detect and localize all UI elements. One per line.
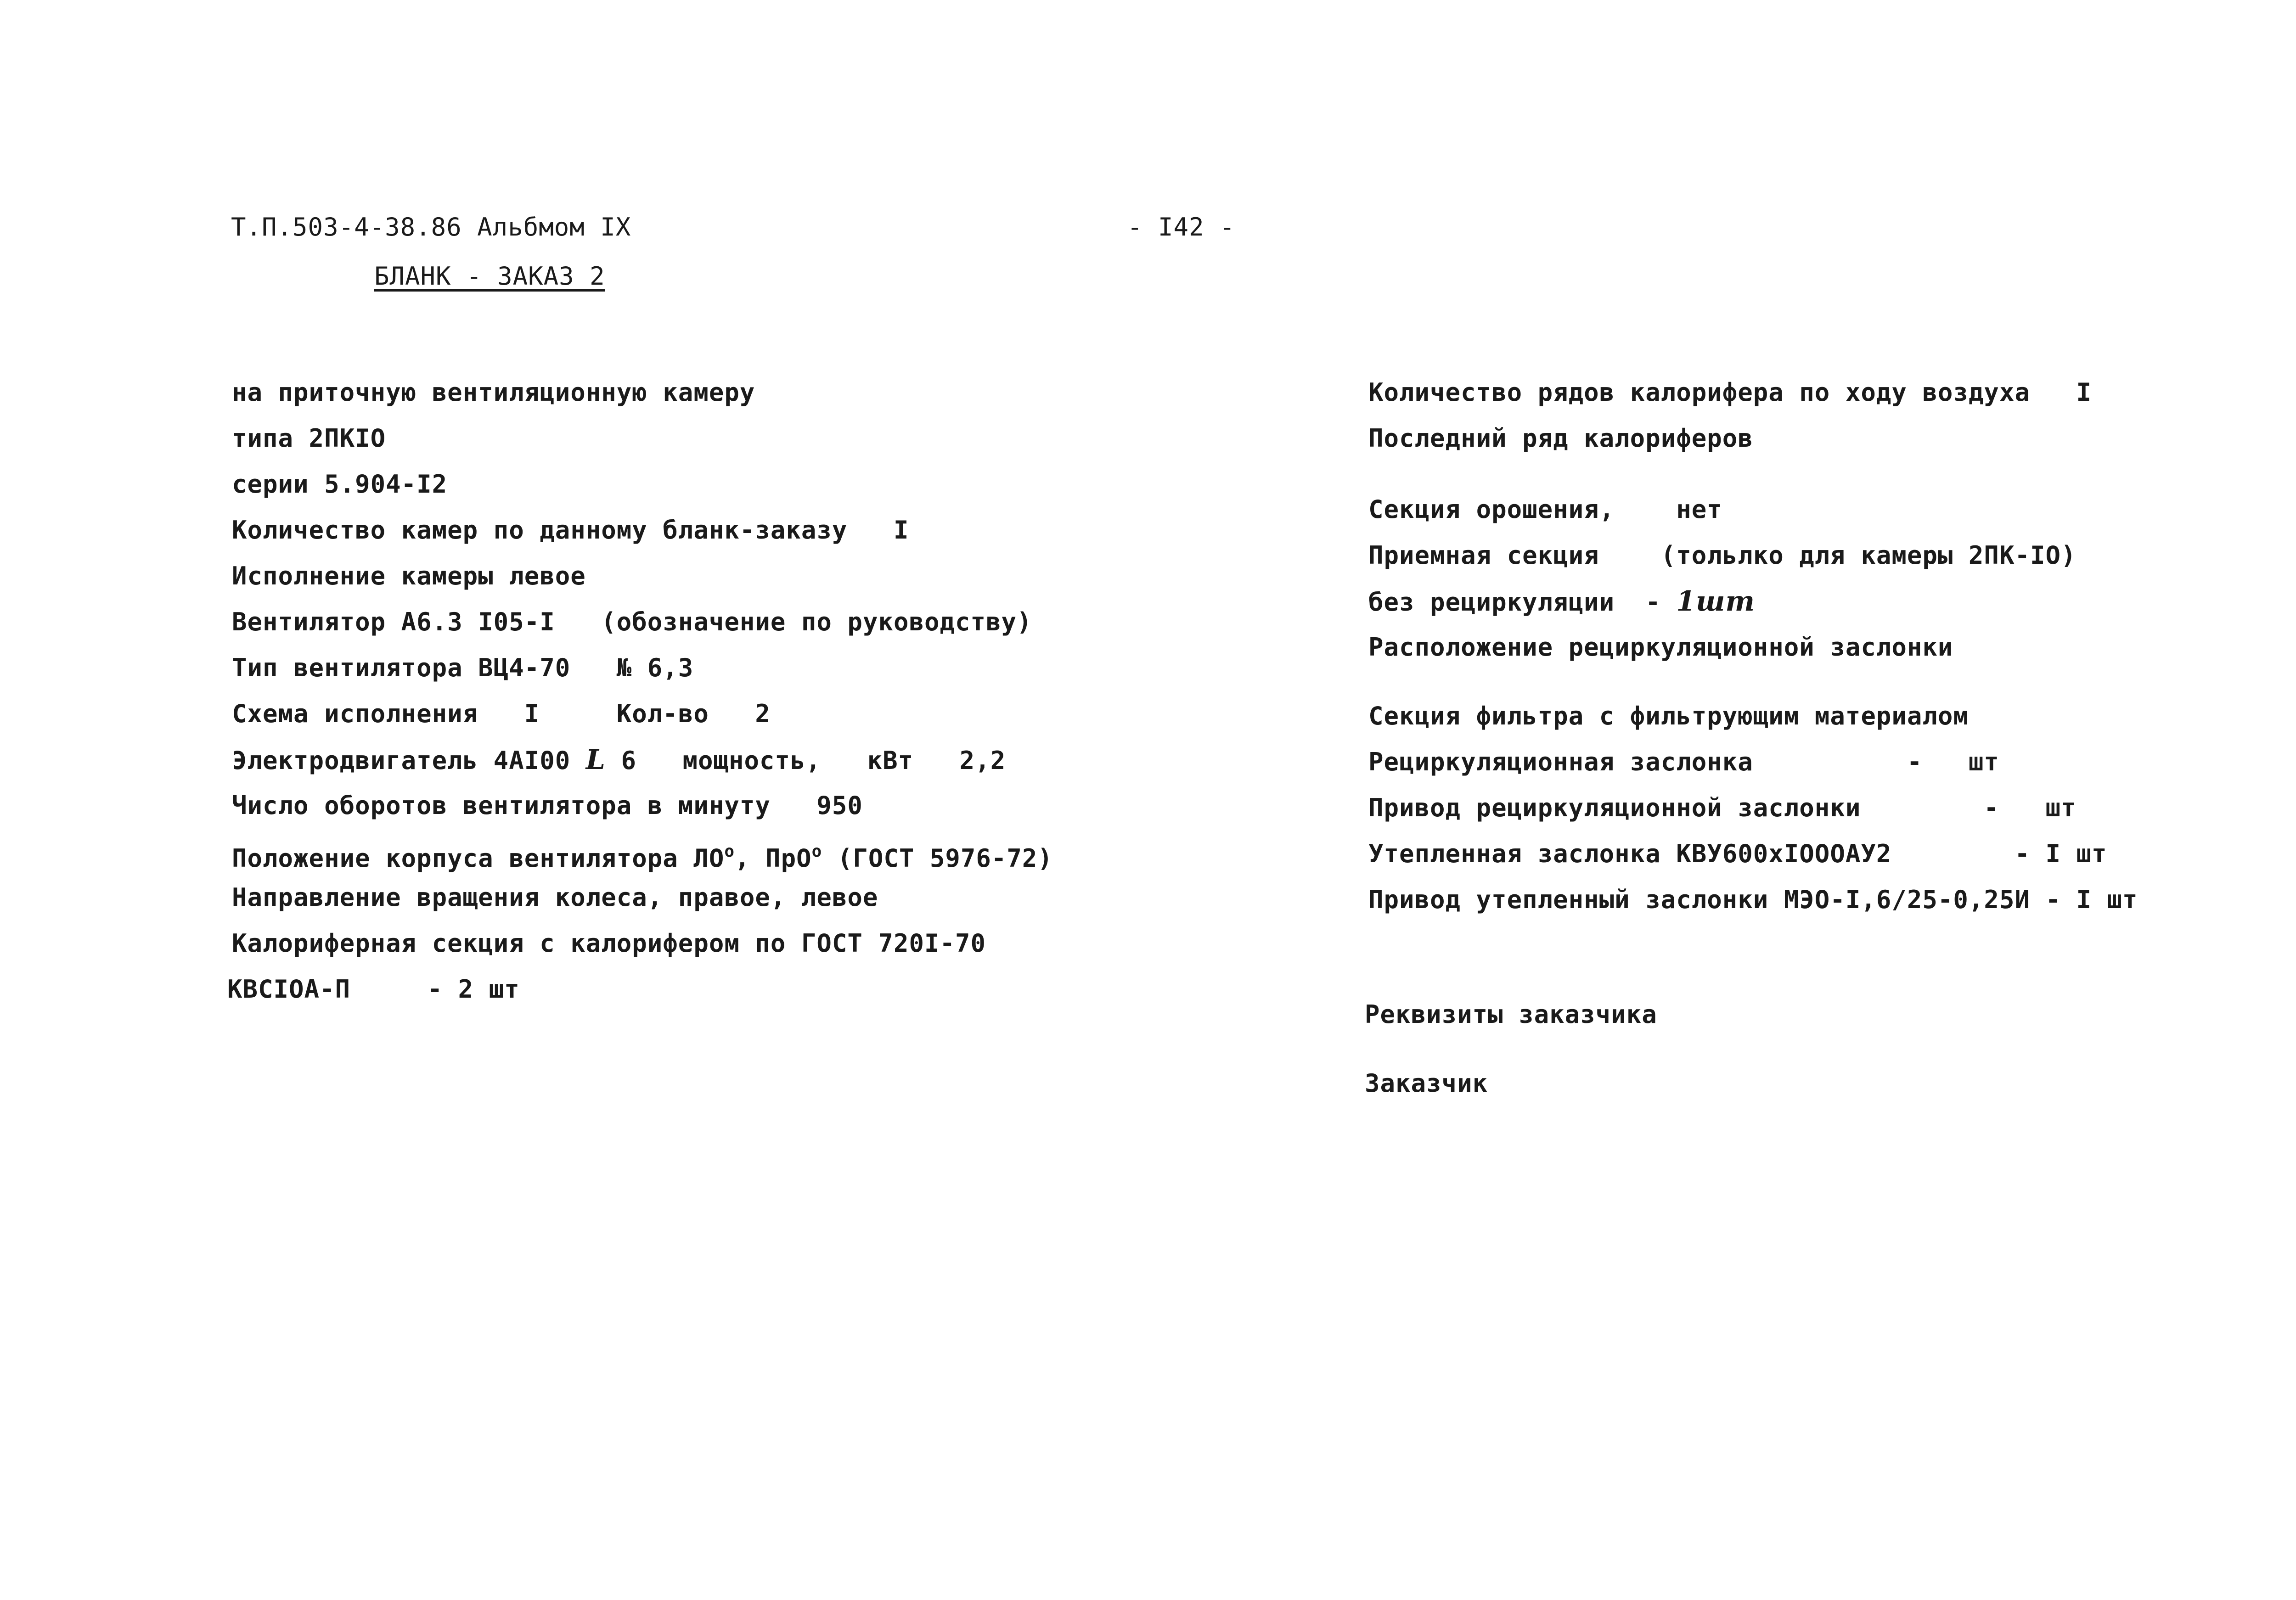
heater-section-line: Калориферная секция с калорифером по ГОСТ 720I-70: [232, 929, 986, 958]
position-part-a: Положение корпуса вентилятора ЛО: [232, 844, 725, 873]
no-recirculation-text: без рециркуляции -: [1368, 588, 1677, 617]
page-number: - I42 -: [1127, 213, 1235, 241]
recirculation-damper-line: Рециркуляционная заслонка - шт: [1368, 747, 1999, 776]
rotation-line: Направление вращения колеса, правое, левое: [232, 883, 878, 912]
execution-line: Исполнение камеры левое: [232, 561, 586, 590]
heater-rows-line: Количество рядов калорифера по ходу воздуха I: [1368, 378, 2092, 407]
rpm-line: Число оборотов вентилятора в минуту 950: [232, 791, 863, 820]
motor-prefix: Электродвигатель 4АI00: [232, 746, 586, 775]
insulated-damper-line: Утепленная заслонка КВУ600хIOOOАУ2 - I шт: [1368, 839, 2107, 868]
filter-section-line: Секция фильтра с фильтрующим материалом: [1368, 702, 1969, 730]
purpose-line: на приточную вентиляционную камеру: [232, 378, 755, 407]
recirculation-drive-line: Привод рециркуляционной заслонки - шт: [1368, 793, 2077, 822]
last-row-line: Последний ряд калориферов: [1368, 424, 1753, 453]
type-line: типа 2ПКIO: [232, 424, 386, 453]
insulated-drive-line: Привод утепленный заслонки МЭО-I,6/25-0,25И - I шт: [1368, 885, 2138, 914]
irrigation-line: Секция орошения, нет: [1368, 495, 1722, 524]
position-part-b: , ПрО: [735, 844, 812, 873]
customer-line: Заказчик: [1365, 1069, 1488, 1098]
position-part-c: (ГОСТ 5976-72): [822, 844, 1053, 873]
no-recirculation-line: [1368, 585, 1755, 618]
motor-handwritten-l: L: [585, 744, 606, 776]
document-reference: Т.П.503-4-38.86 Альбмом IX: [231, 213, 631, 241]
series-line: серии 5.904-I2: [232, 470, 448, 499]
position-line: [232, 836, 1053, 875]
customer-details-line: Реквизиты заказчика: [1365, 1000, 1657, 1029]
motor-suffix: 6 мощность, кВт 2,2: [605, 746, 1006, 775]
position-degree-1: о: [724, 842, 735, 861]
position-degree-2: о: [811, 842, 822, 861]
recirculation-location-line: Расположение рециркуляционной заслонки: [1368, 633, 1953, 662]
motor-line: [232, 744, 1006, 777]
heater-model-line: КВСIOA-П - 2 шт: [227, 975, 520, 1004]
handwritten-quantity: 1шт: [1676, 585, 1755, 618]
scheme-line: Схема исполнения I Кол-во 2: [232, 699, 771, 728]
form-title: БЛАНК - ЗАКАЗ 2: [374, 262, 605, 291]
fan-line: Вентилятор А6.3 I05-I (обозначение по руководству): [232, 607, 1032, 636]
fan-type-line: Тип вентилятора ВЦ4-70 № 6,3: [232, 653, 694, 682]
intake-section-line: Приемная секция (тольлко для камеры 2ПК-IO): [1368, 541, 2077, 570]
chambers-quantity-line: Количество камер по данному бланк-заказу I: [232, 516, 909, 545]
